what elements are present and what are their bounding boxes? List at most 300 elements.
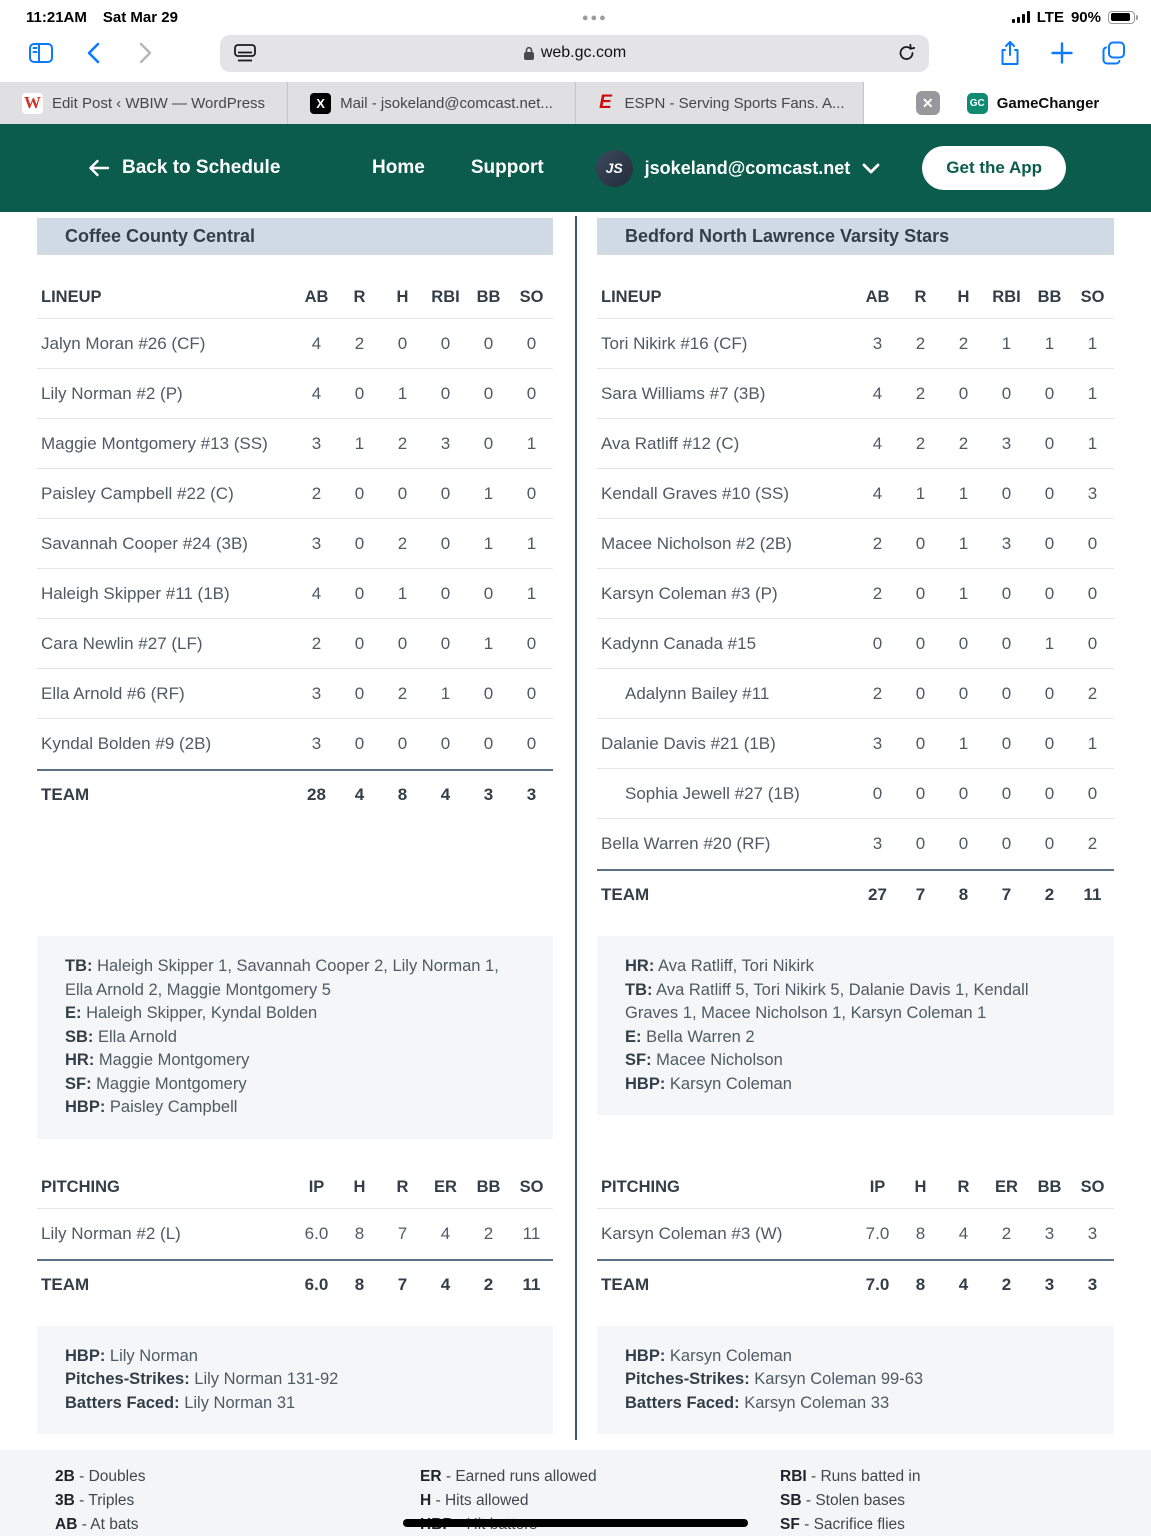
player-name: TEAM xyxy=(41,785,90,804)
stat-cell: 0 xyxy=(483,333,494,353)
stat-cell: 0 xyxy=(440,383,451,403)
player-name: Cara Newlin #27 (LF) xyxy=(41,633,203,653)
stat-cell: 2 xyxy=(483,1223,494,1243)
browser-tab[interactable] xyxy=(0,82,288,124)
stat-row xyxy=(597,319,1114,369)
stat-cell: 0 xyxy=(483,583,494,603)
tab-label: ESPN - Serving Sports Fans. A... xyxy=(624,94,845,112)
stat-cell: 1 xyxy=(958,583,969,603)
stat-cell: 0 xyxy=(958,834,969,853)
pitching-notes-box xyxy=(597,1326,1114,1435)
stat-cell: 0 xyxy=(958,633,969,653)
stat-cell: 4 xyxy=(958,1223,969,1243)
avatar: JS xyxy=(596,150,633,187)
stat-cell: 7.0 xyxy=(865,1274,890,1294)
note-line: HBP: Karsyn Coleman xyxy=(625,1346,792,1365)
note-label: HBP: xyxy=(65,1346,106,1365)
stat-row xyxy=(37,719,553,769)
stat-cell: AB xyxy=(304,288,329,306)
stat-cell: 0 xyxy=(526,333,537,353)
stat-cell: 7 xyxy=(397,1223,408,1243)
status-bar xyxy=(0,0,1151,30)
refresh-icon[interactable] xyxy=(898,44,915,62)
pitching-table xyxy=(37,1167,553,1309)
stat-cell: 0 xyxy=(1044,683,1055,703)
stat-cell: 0 xyxy=(1044,533,1055,553)
note-line: E: Haleigh Skipper, Kyndal Bolden xyxy=(65,1004,318,1022)
account-menu[interactable] xyxy=(596,150,881,187)
stat-cell: 4 xyxy=(958,1274,969,1294)
player-name: Karsyn Coleman #3 (P) xyxy=(601,583,778,603)
note-label: TB: xyxy=(65,957,93,975)
stat-cell: 0 xyxy=(1044,433,1055,453)
player-name: Dalanie Davis #21 (1B) xyxy=(601,733,776,753)
player-name: Paisley Campbell #22 (C) xyxy=(41,483,234,503)
stat-cell: 0 xyxy=(1044,834,1055,853)
tab-label: GameChanger xyxy=(996,94,1100,112)
stat-cell: 0 xyxy=(915,733,926,753)
stat-row xyxy=(597,519,1114,569)
team-name-header: Coffee County Central xyxy=(37,218,553,255)
clock: 11:21AM xyxy=(26,8,87,26)
table-label: LINEUP xyxy=(601,288,662,306)
stat-cell: R xyxy=(353,288,366,306)
stat-cell: R xyxy=(396,1177,409,1196)
lock-icon xyxy=(523,46,535,61)
stat-cell: 0 xyxy=(872,783,883,803)
stat-cell: 28 xyxy=(307,785,326,804)
stat-cell: 2 xyxy=(311,483,322,503)
stat-cell: SO xyxy=(519,288,544,306)
stat-cell: 2 xyxy=(311,633,322,653)
stat-cell: 0 xyxy=(958,383,969,403)
browser-tab[interactable] xyxy=(864,82,1151,124)
stat-cell: 7.0 xyxy=(865,1223,890,1243)
player-name: Tori Nikirk #16 (CF) xyxy=(601,333,748,353)
get-the-app-button[interactable]: Get the App xyxy=(922,146,1066,190)
stat-cell: 1 xyxy=(1087,733,1098,753)
legend-abbr: 2B xyxy=(55,1468,75,1485)
stat-cell: 1 xyxy=(397,383,408,403)
legend-item: 3B - Triples xyxy=(55,1492,135,1509)
stat-cell: IP xyxy=(308,1177,325,1196)
stat-cell: 0 xyxy=(354,483,365,503)
stat-cell: 2 xyxy=(958,433,969,453)
player-name: Sara Williams #7 (3B) xyxy=(601,383,766,403)
player-name: Kendall Graves #10 (SS) xyxy=(601,483,790,503)
stat-cell: H xyxy=(353,1177,366,1196)
note-label: SF: xyxy=(65,1074,92,1093)
stat-cell: BB xyxy=(476,1177,501,1196)
stat-cell: 0 xyxy=(915,633,926,653)
stat-cell: 0 xyxy=(397,483,408,503)
stat-cell: 1 xyxy=(1001,333,1012,353)
stat-cell: 0 xyxy=(1001,383,1012,403)
player-name: Lily Norman #2 (P) xyxy=(41,383,183,403)
stat-cell: 0 xyxy=(354,633,365,653)
stat-cell: 0 xyxy=(483,383,494,403)
stat-cell: 0 xyxy=(440,483,451,503)
stat-cell: 2 xyxy=(397,683,408,703)
player-name: Sophia Jewell #27 (1B) xyxy=(625,783,800,803)
stat-row xyxy=(37,519,553,569)
stat-cell: 0 xyxy=(915,783,926,803)
player-name: Jalyn Moran #26 (CF) xyxy=(41,333,206,353)
stat-cell: BB xyxy=(476,288,501,306)
player-name: Kadynn Canada #15 xyxy=(601,633,757,653)
note-line: HBP: Karsyn Coleman xyxy=(625,1074,792,1093)
note-label: SF: xyxy=(625,1051,652,1069)
player-name: Savannah Cooper #24 (3B) xyxy=(41,533,248,553)
team-total-row xyxy=(597,1259,1114,1309)
browser-tab[interactable] xyxy=(576,82,864,124)
network-type: LTE xyxy=(1036,8,1064,26)
note-line: E: Bella Warren 2 xyxy=(625,1027,755,1046)
stat-cell: 0 xyxy=(1044,783,1055,803)
stat-cell: 0 xyxy=(483,683,494,703)
stat-cell: 2 xyxy=(483,1274,494,1294)
stat-cell: 2 xyxy=(872,583,883,603)
stat-cell: 2 xyxy=(354,333,365,353)
stat-cell: 3 xyxy=(1044,1274,1055,1294)
stat-row xyxy=(597,669,1114,719)
stat-cell: 4 xyxy=(872,483,883,503)
stat-cell: 2 xyxy=(915,333,926,353)
sidebar-icon[interactable] xyxy=(28,40,54,66)
stat-cell: 0 xyxy=(1087,633,1098,653)
tab-bar xyxy=(0,82,1151,124)
note-label: SB: xyxy=(65,1027,94,1046)
note-label: HR: xyxy=(65,1051,95,1069)
table-label: PITCHING xyxy=(601,1177,680,1196)
stat-cell: H xyxy=(957,288,970,306)
stat-cell: R xyxy=(957,1177,970,1196)
stat-cell: 2 xyxy=(1087,683,1098,703)
back-button[interactable] xyxy=(80,40,106,66)
note-label: Batters Faced: xyxy=(625,1393,740,1412)
gc-favicon-icon: GC xyxy=(967,93,988,114)
stat-cell: 0 xyxy=(1001,783,1012,803)
stat-cell: 0 xyxy=(354,533,365,553)
home-indicator[interactable] xyxy=(403,1519,748,1527)
gamechanger-navbar xyxy=(0,124,1151,212)
stat-cell: 0 xyxy=(397,734,408,753)
player-name: Haleigh Skipper #11 (1B) xyxy=(41,583,230,603)
player-name: Lily Norman #2 (L) xyxy=(41,1223,181,1243)
stat-cell: 2 xyxy=(872,683,883,703)
legend-abbr: SF xyxy=(780,1516,800,1533)
team-name-header: Bedford North Lawrence Varsity Stars xyxy=(597,218,1114,255)
stat-row xyxy=(37,669,553,719)
stat-cell: 1 xyxy=(1087,433,1098,453)
stat-cell: 4 xyxy=(311,333,322,353)
note-line: TB: Ava Ratliff 5, Tori Nikirk 5, Dalanie Davis 1, Kendall Graves 1, Macee Nicholson 1, Karsyn Coleman 1 xyxy=(625,980,1029,1022)
stat-cell: 0 xyxy=(1001,583,1012,603)
stat-cell: 1 xyxy=(526,433,537,453)
batting-notes-box xyxy=(597,936,1114,1115)
stat-cell: 3 xyxy=(311,734,322,753)
stat-cell: 0 xyxy=(958,683,969,703)
legend-abbr: AB xyxy=(55,1516,78,1533)
stat-cell: 1 xyxy=(1087,383,1098,403)
date: Sat Mar 29 xyxy=(102,8,178,26)
legend-item: 2B - Doubles xyxy=(55,1468,146,1485)
batting-notes-box xyxy=(37,936,553,1139)
stat-cell: 7 xyxy=(915,885,926,904)
stat-cell: 2 xyxy=(1087,834,1098,853)
stat-row xyxy=(597,469,1114,519)
note-label: Pitches-Strikes: xyxy=(625,1370,750,1388)
stat-row xyxy=(37,469,553,519)
stat-row xyxy=(597,619,1114,669)
stat-cell: 6.0 xyxy=(304,1223,329,1243)
stat-cell: 0 xyxy=(354,383,365,403)
column-divider xyxy=(575,216,577,1440)
stat-cell: 7 xyxy=(397,1274,408,1294)
note-label: E: xyxy=(65,1004,82,1022)
stat-cell: SO xyxy=(519,1177,544,1196)
stat-cell: 7 xyxy=(1001,885,1012,904)
stat-cell: 1 xyxy=(958,533,969,553)
note-label: E: xyxy=(625,1027,642,1046)
stat-cell: 3 xyxy=(1044,1223,1055,1243)
legend-abbr: 3B xyxy=(55,1492,75,1509)
stat-cell: 1 xyxy=(483,533,494,553)
address-bar[interactable] xyxy=(220,35,929,72)
stat-cell: 0 xyxy=(958,783,969,803)
new-tab-icon[interactable] xyxy=(1049,40,1075,66)
nav-home-link[interactable]: Home xyxy=(372,157,425,178)
legend-abbr: ER xyxy=(420,1468,442,1485)
stat-row xyxy=(37,569,553,619)
stat-cell: 4 xyxy=(872,383,883,403)
stat-cell: 3 xyxy=(1001,433,1012,453)
stat-cell: 4 xyxy=(354,785,365,804)
stat-cell: 8 xyxy=(354,1274,365,1294)
note-line: SF: Maggie Montgomery xyxy=(65,1074,247,1093)
player-name: Maggie Montgomery #13 (SS) xyxy=(41,433,268,453)
player-name: Kyndal Bolden #9 (2B) xyxy=(41,734,212,753)
stat-cell: 3 xyxy=(311,683,322,703)
note-label: HBP: xyxy=(65,1098,106,1116)
player-name: TEAM xyxy=(41,1274,90,1294)
multitasking-dots-icon: ●●● xyxy=(581,12,608,24)
stat-cell: 8 xyxy=(958,885,969,904)
stat-cell: 2 xyxy=(915,383,926,403)
stat-cell: 0 xyxy=(354,734,365,753)
stat-cell: 11 xyxy=(522,1274,541,1294)
stat-row xyxy=(597,719,1114,769)
stat-row xyxy=(597,569,1114,619)
stat-row xyxy=(597,419,1114,469)
stat-cell: 1 xyxy=(440,683,451,703)
stat-cell: 4 xyxy=(440,1223,451,1243)
stat-cell: 0 xyxy=(915,834,926,853)
stat-cell: 0 xyxy=(1044,583,1055,603)
player-name: Karsyn Coleman #3 (W) xyxy=(601,1223,783,1243)
stat-cell: 11 xyxy=(522,1223,541,1243)
stat-cell: BB xyxy=(1037,1177,1062,1196)
stat-cell: RBI xyxy=(992,288,1021,306)
player-name: Adalynn Bailey #11 xyxy=(625,683,770,703)
url-text: web.gc.com xyxy=(540,44,627,61)
stat-cell: 0 xyxy=(440,633,451,653)
stat-cell: 0 xyxy=(1001,733,1012,753)
stat-cell: 3 xyxy=(526,785,537,804)
cellular-signal-icon xyxy=(1012,11,1030,23)
legend-column xyxy=(55,1465,420,1536)
stat-cell: 2 xyxy=(1044,885,1055,904)
stat-cell: 0 xyxy=(440,734,451,753)
tab-overview-icon[interactable] xyxy=(1101,40,1127,66)
table-header-row xyxy=(597,1167,1114,1209)
note-label: HR: xyxy=(625,957,655,975)
stat-cell: 2 xyxy=(872,533,883,553)
pitching-table xyxy=(597,1167,1114,1309)
stat-cell: H xyxy=(396,288,409,306)
stat-cell: 3 xyxy=(1087,483,1098,503)
stat-cell: 3 xyxy=(1001,533,1012,553)
stat-cell: 3 xyxy=(311,433,322,453)
stat-cell: 0 xyxy=(526,734,537,753)
table-label: PITCHING xyxy=(41,1177,120,1196)
stat-cell: SO xyxy=(1080,1177,1105,1196)
stat-cell: 0 xyxy=(872,633,883,653)
lineup-table xyxy=(597,277,1114,919)
note-line: Pitches-Strikes: Karsyn Coleman 99-63 xyxy=(625,1370,924,1388)
back-arrow-icon xyxy=(88,159,110,177)
stat-cell: ER xyxy=(995,1177,1018,1196)
stat-cell: 3 xyxy=(483,785,494,804)
stat-cell: RBI xyxy=(431,288,460,306)
pitching-notes-box xyxy=(37,1326,553,1435)
stat-cell: 2 xyxy=(958,333,969,353)
note-line: HBP: Lily Norman xyxy=(65,1346,198,1365)
stat-cell: 8 xyxy=(354,1223,365,1243)
box-score-content xyxy=(0,212,1151,1434)
stat-cell: 0 xyxy=(1001,834,1012,853)
stat-cell: 8 xyxy=(915,1274,926,1294)
tab-label: Mail - jsokeland@comcast.net... xyxy=(340,94,553,112)
share-icon[interactable] xyxy=(997,40,1023,66)
page-menu-icon[interactable] xyxy=(234,44,256,62)
note-line: TB: Haleigh Skipper 1, Savannah Cooper 2, Lily Norman 1, Ella Arnold 2, Maggie Montgomery 5 xyxy=(65,957,499,999)
stat-cell: 2 xyxy=(915,433,926,453)
tab-close-icon[interactable]: ✕ xyxy=(916,91,940,115)
note-label: HBP: xyxy=(625,1346,666,1365)
player-name: Macee Nicholson #2 (2B) xyxy=(601,533,792,553)
stat-cell: 0 xyxy=(440,583,451,603)
stat-cell: 2 xyxy=(1001,1274,1012,1294)
stat-row xyxy=(37,369,553,419)
team-total-row xyxy=(37,1259,553,1309)
legend-abbr: RBI xyxy=(780,1468,807,1485)
stat-cell: 0 xyxy=(440,533,451,553)
stat-cell: 1 xyxy=(915,483,926,503)
stat-cell: 0 xyxy=(483,433,494,453)
back-to-schedule-link[interactable] xyxy=(88,157,280,179)
legend-abbr: H xyxy=(420,1492,432,1509)
stat-cell: 2 xyxy=(397,433,408,453)
stat-cell: 0 xyxy=(1001,683,1012,703)
stat-row xyxy=(597,769,1114,819)
stat-cell: 0 xyxy=(354,683,365,703)
stat-cell: IP xyxy=(869,1177,886,1196)
table-header-row xyxy=(597,277,1114,319)
stat-cell: 0 xyxy=(354,583,365,603)
stat-cell: 3 xyxy=(872,834,883,853)
stat-cell: 0 xyxy=(483,734,494,753)
account-email: jsokeland@comcast.net xyxy=(644,157,851,178)
table-header-row xyxy=(37,1167,553,1209)
player-name: Ella Arnold #6 (RF) xyxy=(41,683,185,703)
stat-cell: 0 xyxy=(1001,483,1012,503)
player-name: Bella Warren #20 (RF) xyxy=(601,834,771,853)
stat-cell: 3 xyxy=(311,533,322,553)
team-total-row xyxy=(37,769,553,819)
back-label: Back to Schedule xyxy=(122,157,281,178)
stat-cell: 0 xyxy=(440,333,451,353)
note-line: HBP: Paisley Campbell xyxy=(65,1098,238,1116)
stat-cell: 1 xyxy=(526,533,537,553)
table-label: LINEUP xyxy=(41,288,102,306)
stat-cell: 0 xyxy=(526,633,537,653)
legend-item: AB - At bats xyxy=(55,1516,139,1533)
note-label: TB: xyxy=(625,980,653,999)
stat-cell: 11 xyxy=(1083,885,1102,904)
stat-cell: H xyxy=(914,1177,927,1196)
stat-cell: 1 xyxy=(483,633,494,653)
battery-icon xyxy=(1108,11,1135,24)
forward-button[interactable] xyxy=(132,40,158,66)
stat-cell: AB xyxy=(865,288,890,306)
note-label: Pitches-Strikes: xyxy=(65,1370,190,1388)
stat-cell: 4 xyxy=(311,383,322,403)
stat-row xyxy=(37,619,553,669)
stat-cell: 0 xyxy=(1087,533,1098,553)
legend-item: ER - Earned runs allowed xyxy=(420,1468,597,1485)
stat-cell: 1 xyxy=(958,483,969,503)
stat-cell: 0 xyxy=(1044,733,1055,753)
stat-cell: 4 xyxy=(440,1274,451,1294)
legend-item: SB - Stolen bases xyxy=(780,1492,905,1509)
stat-row xyxy=(597,819,1114,869)
stat-row xyxy=(37,319,553,369)
stat-cell: 1 xyxy=(1044,333,1055,353)
stat-cell: 0 xyxy=(1087,783,1098,803)
nav-support-link[interactable]: Support xyxy=(470,157,544,178)
note-line: SF: Macee Nicholson xyxy=(625,1051,783,1069)
stat-row xyxy=(597,369,1114,419)
chevron-down-icon xyxy=(862,163,880,174)
note-label: Batters Faced: xyxy=(65,1393,180,1412)
stat-cell: 0 xyxy=(915,533,926,553)
stat-cell: 0 xyxy=(1044,483,1055,503)
note-line: HR: Ava Ratliff, Tori Nikirk xyxy=(625,957,814,975)
stat-cell: 0 xyxy=(397,333,408,353)
stat-cell: 3 xyxy=(872,733,883,753)
espn-favicon-icon: E xyxy=(599,92,611,113)
stat-cell: 8 xyxy=(915,1223,926,1243)
stat-row xyxy=(597,1209,1114,1259)
stat-cell: 6.0 xyxy=(304,1274,329,1294)
stat-row xyxy=(37,1209,553,1259)
browser-tab[interactable] xyxy=(288,82,576,124)
legend-item: RBI - Runs batted in xyxy=(780,1468,921,1485)
stat-row xyxy=(37,419,553,469)
stat-cell: 1 xyxy=(354,433,365,453)
stat-cell: 0 xyxy=(1001,633,1012,653)
